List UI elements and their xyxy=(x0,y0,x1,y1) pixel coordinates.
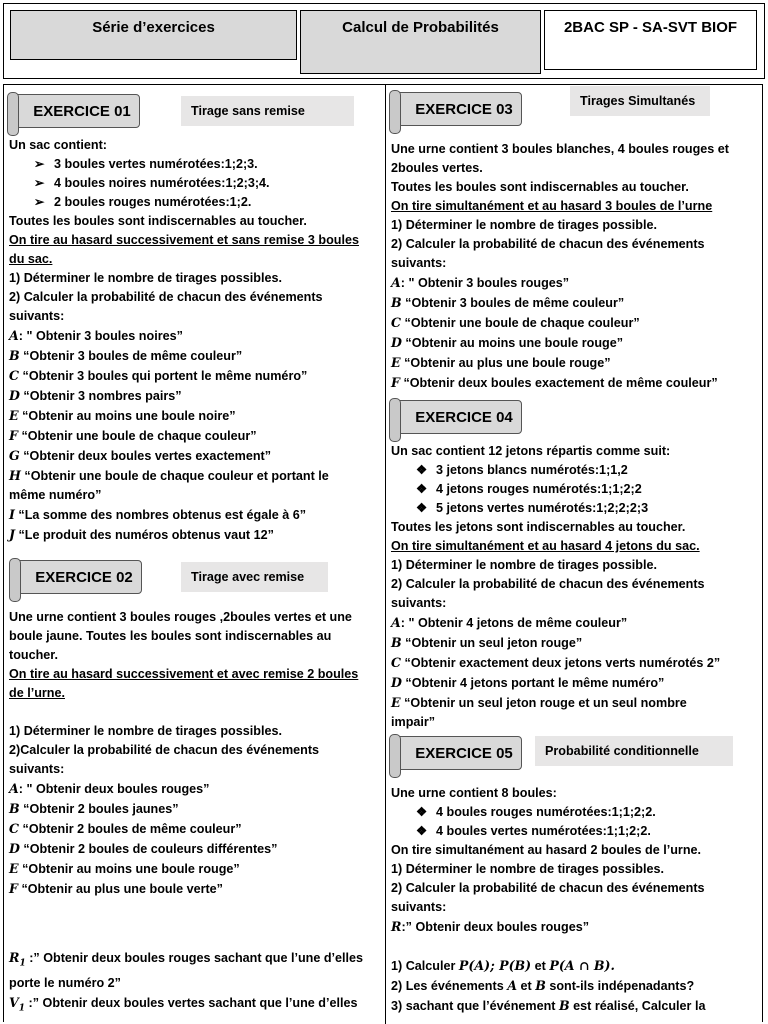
left-column-ex02 xyxy=(9,608,379,899)
ex03-event: B “Obtenir 3 boules de même couleur” xyxy=(391,295,625,310)
star-bullet-icon: ❖ xyxy=(416,805,428,819)
ex01-item: ➢ 2 boules rouges numérotées:1;2. xyxy=(9,193,379,212)
ex04-question: suivants: xyxy=(391,596,447,610)
ex01-item: ➢ 3 boules vertes numérotées:1;2;3. xyxy=(9,155,379,174)
star-bullet-icon: ❖ xyxy=(416,463,428,477)
ex02-question: 2)Calculer la probabilité de chacun des événements xyxy=(9,743,320,757)
ex02-line: boule jaune. Toutes les boules sont indiscernables au xyxy=(9,629,332,643)
ex03-event: A: " Obtenir 3 boules rouges” xyxy=(391,275,570,290)
header-subject-cell xyxy=(300,10,541,74)
ex02-cond-r1: $R_1$ :” Obtenir deux boules rouges sachant que l’une d’elles xyxy=(9,950,364,969)
ex05-question: 1) Déterminer le nombre de tirages possibles. xyxy=(391,862,664,876)
ex02-event: B “Obtenir 2 boules jaunes” xyxy=(9,801,179,816)
ex04-intro: Un sac contient 12 jetons répartis comme suit: xyxy=(391,444,671,458)
header-level-cell xyxy=(544,10,757,70)
ex01-event: E “Obtenir au moins une boule noire” xyxy=(9,408,236,423)
ex05-scroll xyxy=(392,736,522,770)
ex04-item: ❖ 5 jetons vertes numérotés:1;2;2;2;3 xyxy=(391,499,751,518)
ex04-question: 2) Calculer la probabilité de chacun des événements xyxy=(391,577,705,591)
header-level: 2BAC SP - SA-SVT BIOF xyxy=(563,19,738,36)
ex05-cond-q3: 3) sachant que l’événement B est réalisé, Calculer la xyxy=(391,998,706,1013)
ex01-item: ➢ 4 boules noires numérotées:1;2;3;4. xyxy=(9,174,379,193)
header-subject: Calcul de Probabilités xyxy=(342,19,499,36)
ex01-event: D “Obtenir 3 nombres pairs” xyxy=(9,388,182,403)
ex02-tag: Tirage avec remise xyxy=(181,562,328,592)
ex01-event: H “Obtenir une boule de chaque couleur et portant le xyxy=(9,468,329,483)
ex03-line: Une urne contient 3 boules blanches, 4 boules rouges et xyxy=(391,142,730,156)
ex04-event: D “Obtenir 4 jetons portant le même numéro” xyxy=(391,675,665,690)
ex01-title: EXERCICE 01 xyxy=(33,103,131,120)
ex02-line: On tire au hasard successivement et avec remise 2 boules xyxy=(9,667,359,681)
column-divider xyxy=(385,84,386,1024)
star-bullet-icon: ❖ xyxy=(416,501,428,515)
ex01-event: G “Obtenir deux boules vertes exactement” xyxy=(9,448,272,463)
ex01-line: On tire au hasard successivement et sans remise 3 boules xyxy=(9,233,359,247)
ex01-event: J “Le produit des numéros obtenus vaut 12” xyxy=(9,527,274,542)
star-bullet-icon: ❖ xyxy=(416,482,428,496)
ex02-title: EXERCICE 02 xyxy=(35,569,133,586)
ex03-question: 2) Calculer la probabilité de chacun des événements xyxy=(391,237,705,251)
ex05-item: ❖ 4 boules vertes numérotées:1;1;2;2. xyxy=(391,822,751,841)
ex01-question: 2) Calculer la probabilité de chacun des événements xyxy=(9,290,323,304)
ex03-line: 2boules vertes. xyxy=(391,161,483,175)
ex04-question: 1) Déterminer le nombre de tirages possible. xyxy=(391,558,657,572)
ex01-intro: Un sac contient: xyxy=(9,138,107,152)
ex04-line: Toutes les jetons sont indiscernables au toucher. xyxy=(391,520,686,534)
ex03-question: suivants: xyxy=(391,256,447,270)
right-column-ex05 xyxy=(391,784,751,1016)
arrow-icon: ➢ xyxy=(34,157,45,171)
star-bullet-icon: ❖ xyxy=(416,824,428,838)
ex02-event: C “Obtenir 2 boules de même couleur” xyxy=(9,821,242,836)
ex05-item: ❖ 4 boules rouges numérotées:1;1;2;2. xyxy=(391,803,751,822)
ex02-event: E “Obtenir au moins une boule rouge” xyxy=(9,861,240,876)
ex04-item: ❖ 3 jetons blancs numérotés:1;1,2 xyxy=(391,461,751,480)
header-serie: Série d’exercices xyxy=(92,19,215,36)
ex01-tag: Tirage sans remise xyxy=(181,96,354,126)
ex05-title: EXERCICE 05 xyxy=(415,745,513,762)
ex05-cond-q1: 1) Calculer P(A); P(B) et P(A ∩ B). xyxy=(391,958,615,973)
ex01-line: Toutes les boules sont indiscernables au toucher. xyxy=(9,214,307,228)
ex04-item: ❖ 4 jetons rouges numérotés:1;1;2;2 xyxy=(391,480,751,499)
ex02-line: de l’urne. xyxy=(9,686,65,700)
ex04-event: A: " Obtenir 4 jetons de même couleur” xyxy=(391,615,628,630)
ex04-line: On tire simultanément et au hasard 4 jetons du sac. xyxy=(391,539,700,553)
ex02-cond-r1-cont: porte le numéro 2” xyxy=(9,975,121,990)
arrow-icon: ➢ xyxy=(34,195,45,209)
ex01-event-cont: même numéro” xyxy=(9,488,102,502)
ex04-event: C “Obtenir exactement deux jetons verts numérotés 2” xyxy=(391,655,721,670)
ex04-scroll xyxy=(392,400,522,434)
ex03-event: C “Obtenir une boule de chaque couleur” xyxy=(391,315,640,330)
ex03-line: Toutes les boules sont indiscernables au toucher. xyxy=(391,180,689,194)
ex03-event: E “Obtenir au plus une boule rouge” xyxy=(391,355,611,370)
ex05-line: On tire simultanément au hasard 2 boules de l’urne. xyxy=(391,843,702,857)
ex04-event: B “Obtenir un seul jeton rouge” xyxy=(391,635,583,650)
ex04-event-cont: impair” xyxy=(391,715,436,729)
ex02-event: F “Obtenir au plus une boule verte” xyxy=(9,881,223,896)
ex03-question: 1) Déterminer le nombre de tirages possible. xyxy=(391,218,657,232)
ex01-event: I “La somme des nombres obtenus est égale à 6” xyxy=(9,507,307,522)
ex03-scroll xyxy=(392,92,522,126)
ex01-scroll xyxy=(10,94,140,128)
ex02-event: D “Obtenir 2 boules de couleurs différentes” xyxy=(9,841,278,856)
ex05-question: suivants: xyxy=(391,900,447,914)
ex04-title: EXERCICE 04 xyxy=(415,409,513,426)
ex03-title: EXERCICE 03 xyxy=(415,101,513,118)
ex03-event: D “Obtenir au moins une boule rouge” xyxy=(391,335,624,350)
ex02-line: Une urne contient 3 boules rouges ,2boules vertes et une xyxy=(9,610,352,624)
right-column-ex04 xyxy=(391,442,751,732)
ex02-question: 1) Déterminer le nombre de tirages possibles. xyxy=(9,724,282,738)
arrow-icon: ➢ xyxy=(34,176,45,190)
ex01-event: C “Obtenir 3 boules qui portent le même numéro” xyxy=(9,368,308,383)
ex05-cond-q2: 2) Les événements A et B sont-ils indépenadants? xyxy=(391,978,695,993)
ex02-line: toucher. xyxy=(9,648,58,662)
left-column xyxy=(9,136,379,545)
ex01-question: 1) Déterminer le nombre de tirages possibles. xyxy=(9,271,282,285)
ex04-event: E “Obtenir un seul jeton rouge et un seul nombre xyxy=(391,695,687,710)
ex05-question: 2) Calculer la probabilité de chacun des événements xyxy=(391,881,705,895)
ex01-event: F “Obtenir une boule de chaque couleur” xyxy=(9,428,257,443)
right-column-ex03 xyxy=(391,140,751,393)
ex01-question: suivants: xyxy=(9,309,65,323)
ex02-event: A: " Obtenir deux boules rouges” xyxy=(9,781,210,796)
ex05-intro: Une urne contient 8 boules: xyxy=(391,786,557,800)
ex05-event: R:” Obtenir deux boules rouges” xyxy=(391,919,589,934)
ex01-event: B “Obtenir 3 boules de même couleur” xyxy=(9,348,243,363)
ex05-tag: Probabilité conditionnelle xyxy=(535,736,733,766)
ex01-line: du sac. xyxy=(9,252,53,266)
left-column-ex02-cond xyxy=(9,948,379,1018)
ex02-cond-v1: $V_1$ :” Obtenir deux boules vertes sachant que l’une d’elles xyxy=(9,994,358,1014)
ex02-scroll xyxy=(12,560,142,594)
ex01-event: A: " Obtenir 3 boules noires” xyxy=(9,328,183,343)
ex03-event: F “Obtenir deux boules exactement de même couleur” xyxy=(391,375,718,390)
ex03-tag: Tirages Simultanés xyxy=(570,86,710,116)
ex02-question: suivants: xyxy=(9,762,65,776)
ex03-line: On tire simultanément et au hasard 3 boules de l’urne xyxy=(391,199,713,213)
header-serie-cell xyxy=(10,10,297,60)
